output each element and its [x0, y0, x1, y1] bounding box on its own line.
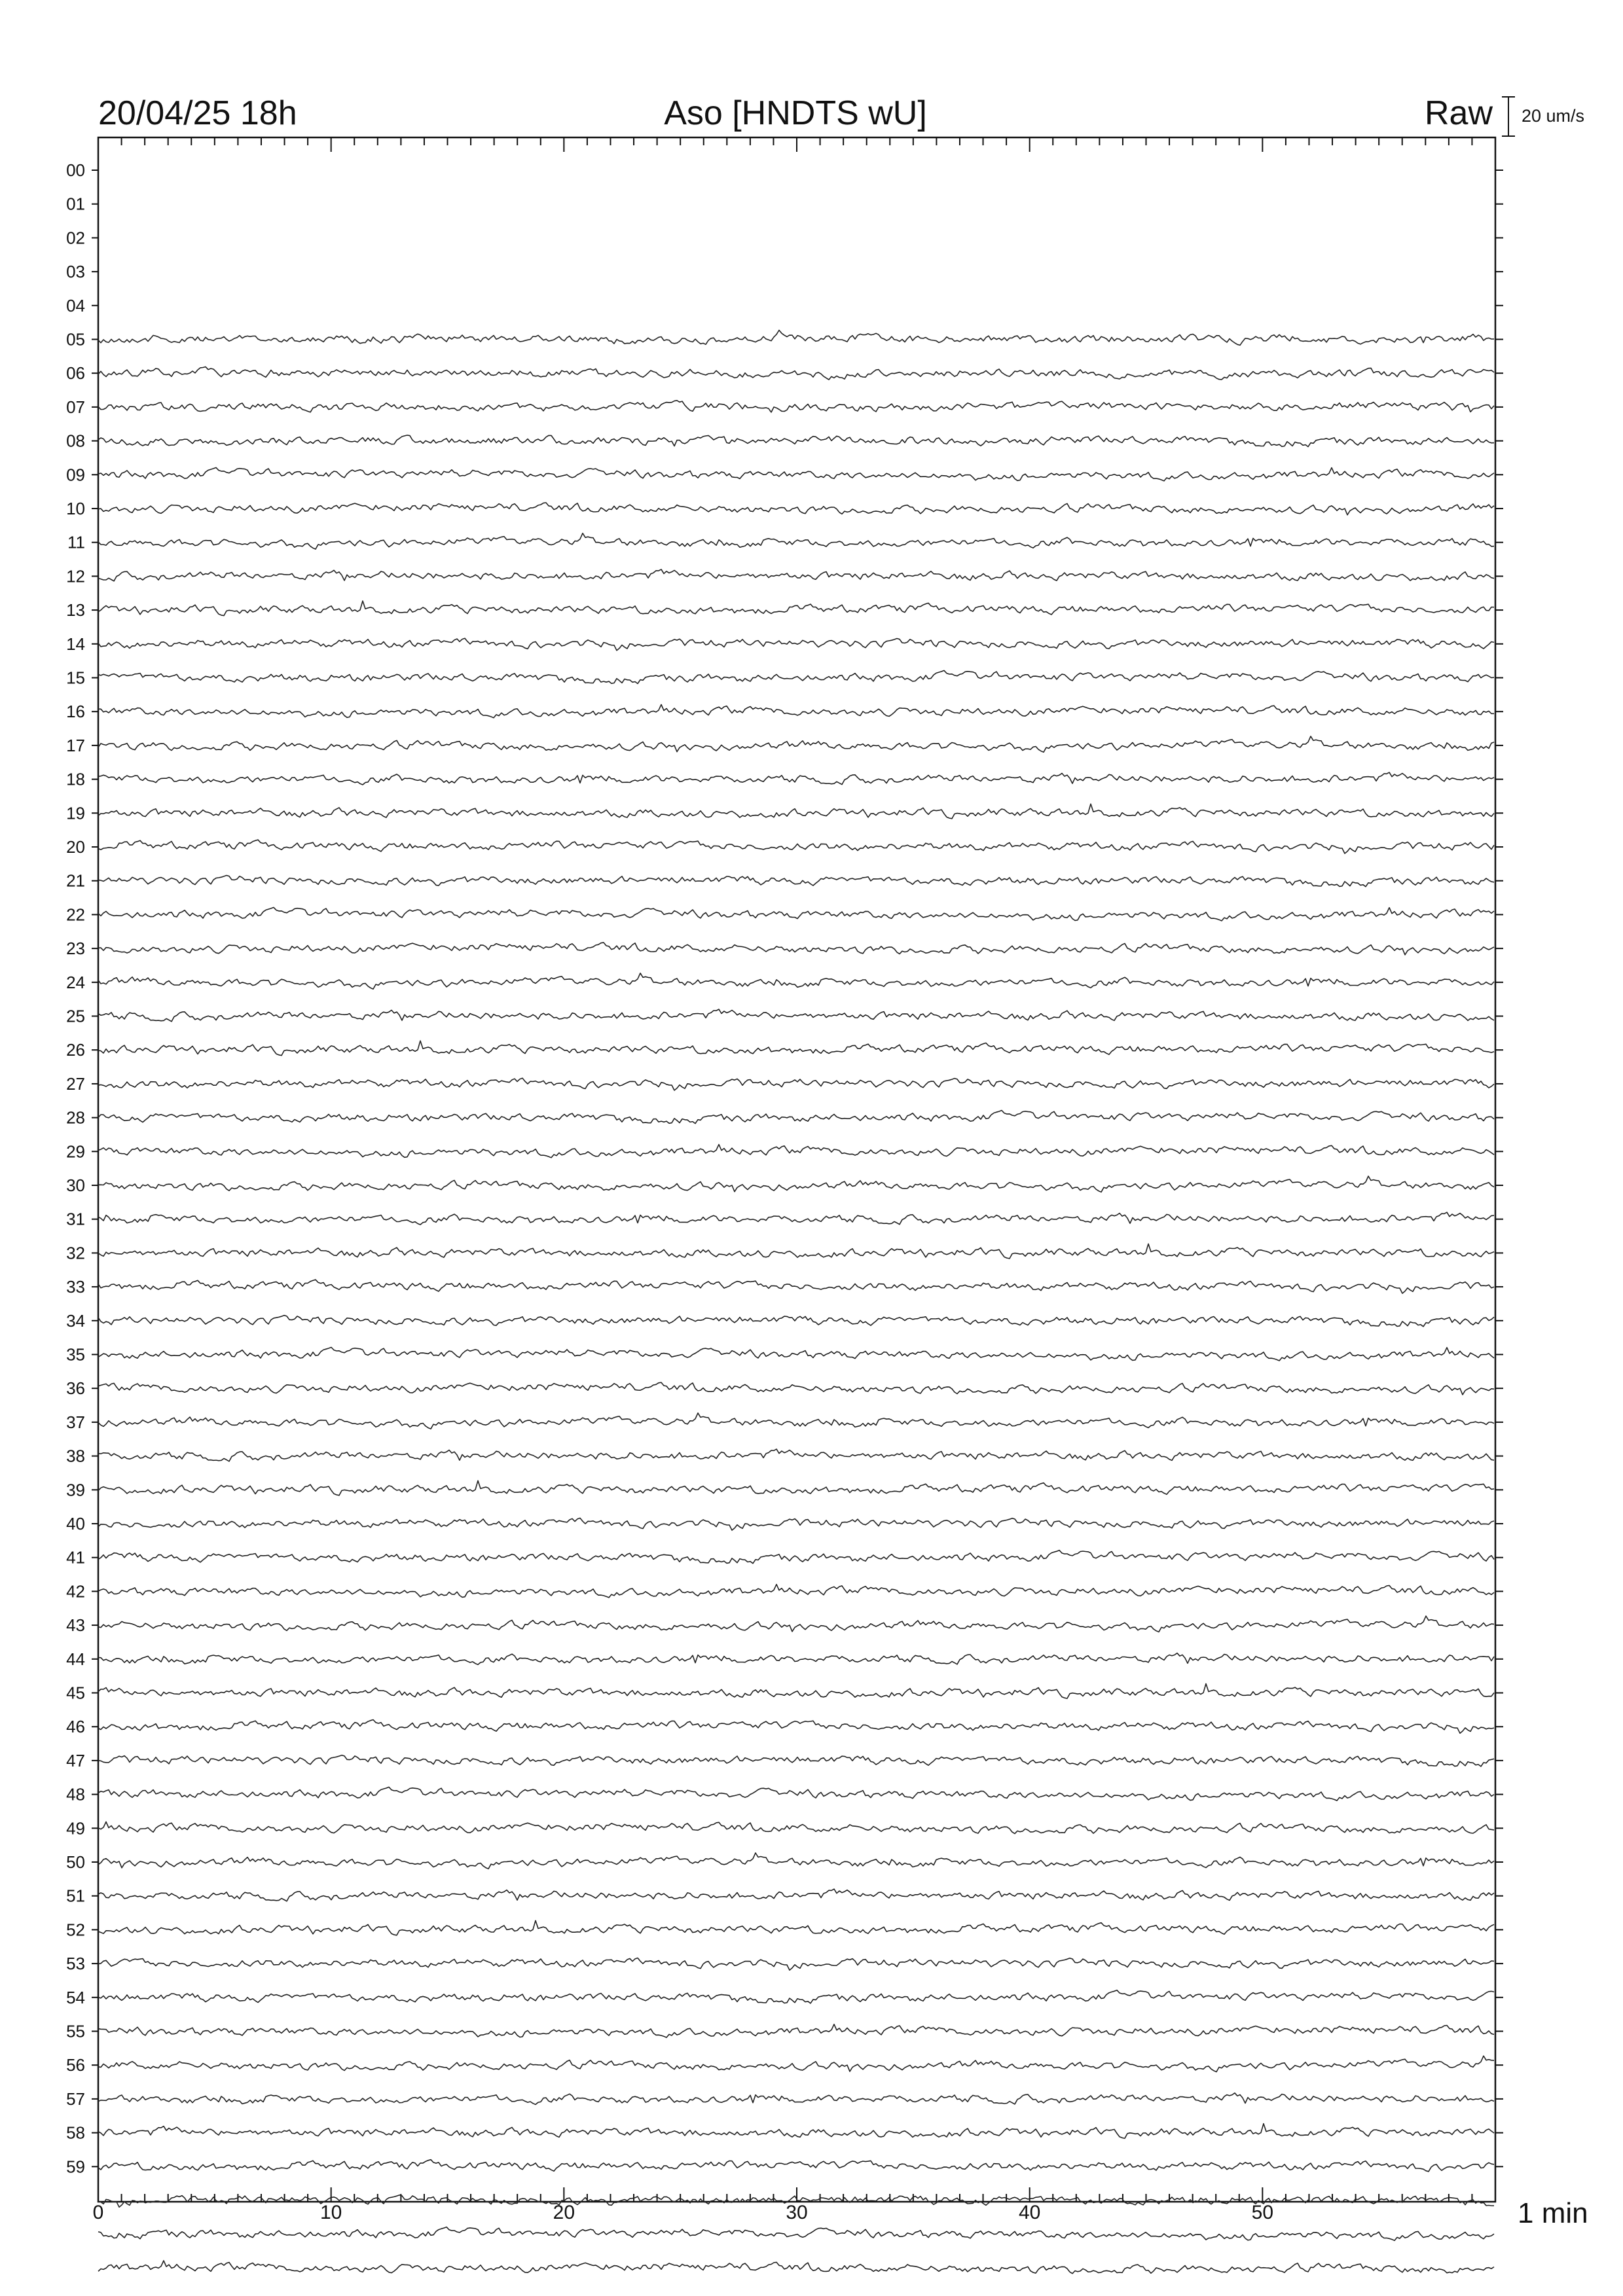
- seismic-trace: [98, 1449, 1494, 1462]
- row-label: 43: [66, 1615, 85, 1636]
- row-label: 44: [66, 1649, 85, 1669]
- row-label: 27: [66, 1073, 85, 1094]
- row-label: 08: [66, 431, 85, 451]
- row-label: 48: [66, 1784, 85, 1804]
- seismic-trace: [98, 435, 1494, 447]
- seismic-trace: [98, 942, 1494, 955]
- seismic-trace: [98, 1480, 1494, 1495]
- seismic-trace: [98, 2056, 1494, 2072]
- scale-bar: [1502, 97, 1584, 136]
- row-label: 39: [66, 1480, 85, 1500]
- seismic-trace: [98, 503, 1494, 515]
- seismic-trace: [98, 638, 1494, 651]
- scale-bar-label: 20 um/s: [1522, 106, 1585, 126]
- row-label: 38: [66, 1446, 85, 1466]
- seismic-trace: [98, 1244, 1494, 1259]
- row-label: 53: [66, 1954, 85, 1974]
- row-label: 14: [66, 634, 85, 654]
- row-label: 11: [67, 532, 85, 552]
- seismic-trace: [98, 1280, 1494, 1293]
- x-tick-label: 50: [1251, 2202, 1274, 2223]
- row-label: 25: [66, 1006, 85, 1026]
- row-label: 05: [66, 329, 85, 350]
- row-label: 13: [66, 600, 85, 620]
- seismic-trace: [98, 804, 1494, 819]
- seismic-trace: [98, 1787, 1494, 1801]
- mode-label: Raw: [1424, 94, 1493, 132]
- x-tick-label: 10: [319, 2202, 342, 2223]
- seismic-trace: [98, 1041, 1494, 1055]
- seismic-trace: [98, 670, 1494, 683]
- row-label: 49: [66, 1818, 85, 1839]
- seismic-trace: [98, 1413, 1494, 1429]
- row-label: 17: [66, 735, 85, 755]
- row-label: 19: [66, 803, 85, 823]
- seismic-trace: [98, 1009, 1494, 1022]
- row-label: 07: [66, 397, 85, 417]
- row-label: 21: [66, 870, 85, 891]
- row-label: 09: [66, 465, 85, 485]
- seismic-trace: [98, 601, 1494, 616]
- seismic-trace: [98, 367, 1494, 380]
- row-label: 36: [66, 1378, 85, 1399]
- seismic-trace: [98, 1853, 1494, 1869]
- row-labels: [66, 160, 85, 2176]
- row-label: 12: [66, 566, 85, 586]
- seismic-trace: [98, 1316, 1494, 1327]
- seismic-trace: [98, 1348, 1494, 1361]
- seismic-trace: [98, 1822, 1494, 1834]
- seismic-trace: [98, 2227, 1494, 2241]
- row-label: 56: [66, 2055, 85, 2075]
- row-label: 29: [66, 1141, 85, 1162]
- row-label: 00: [66, 160, 85, 180]
- row-label: 42: [66, 1581, 85, 1602]
- seismic-trace: [98, 2160, 1494, 2172]
- row-label: 20: [66, 837, 85, 857]
- seismic-trace: [98, 705, 1494, 718]
- row-label: 47: [66, 1750, 85, 1770]
- row-label: 52: [66, 1920, 85, 1940]
- row-label: 04: [66, 295, 85, 315]
- row-label: 55: [66, 2021, 85, 2041]
- row-label: 57: [66, 2089, 85, 2109]
- row-label: 06: [66, 363, 85, 384]
- row-label: 32: [66, 1243, 85, 1263]
- seismic-trace: [98, 2024, 1494, 2037]
- seismic-trace: [98, 907, 1494, 921]
- x-axis-unit-label: 1 min: [1518, 2197, 1588, 2229]
- x-tick-label: 40: [1018, 2202, 1041, 2223]
- seismic-trace: [98, 1176, 1494, 1192]
- seismic-trace: [98, 1889, 1494, 1901]
- row-label: 01: [66, 194, 85, 214]
- seismic-trace: [98, 2124, 1494, 2139]
- seismic-trace: [98, 1518, 1494, 1530]
- seismic-trace: [98, 1551, 1494, 1564]
- chart-title: Aso [HNDTS wU]: [664, 94, 927, 132]
- seismic-trace: [98, 876, 1494, 887]
- seismic-trace: [98, 1720, 1494, 1734]
- axis-ticks: [92, 137, 1503, 2202]
- row-label: 23: [66, 939, 85, 959]
- row-label: 50: [66, 1852, 85, 1872]
- seismic-trace: [98, 1382, 1494, 1395]
- row-label: 46: [66, 1717, 85, 1737]
- row-label: 35: [66, 1344, 85, 1365]
- seismic-trace: [98, 331, 1494, 346]
- row-label: 31: [66, 1209, 85, 1229]
- seismic-trace: [98, 1684, 1494, 1699]
- row-label: 15: [66, 668, 85, 688]
- x-tick-labels: [93, 2202, 1273, 2223]
- seismic-trace: [98, 1958, 1494, 1971]
- seismic-trace: [98, 1111, 1494, 1124]
- seismic-trace: [98, 2093, 1494, 2105]
- row-label: 54: [66, 1987, 85, 2007]
- row-label: 33: [66, 1277, 85, 1297]
- seismic-trace: [98, 569, 1494, 581]
- seismic-trace: [98, 401, 1494, 412]
- seismic-trace: [98, 1616, 1494, 1632]
- row-label: 41: [66, 1547, 85, 1568]
- row-label: 28: [66, 1107, 85, 1128]
- row-label: 30: [66, 1175, 85, 1195]
- seismic-traces: [98, 331, 1494, 2274]
- seismic-trace: [98, 973, 1494, 989]
- datetime-label: 20/04/25 18h: [98, 94, 297, 132]
- row-label: 51: [66, 1886, 85, 1906]
- x-tick-label: 30: [786, 2202, 808, 2223]
- row-label: 18: [66, 769, 85, 789]
- x-tick-label: 0: [92, 2202, 104, 2223]
- row-label: 34: [66, 1310, 85, 1331]
- row-label: 59: [66, 2157, 85, 2177]
- seismic-trace: [98, 1920, 1494, 1935]
- seismic-trace: [98, 1990, 1494, 2003]
- seismic-trace: [98, 1585, 1494, 1598]
- row-label: 16: [66, 702, 85, 722]
- row-label: 45: [66, 1683, 85, 1703]
- seismic-trace: [98, 1145, 1494, 1158]
- seismic-trace: [98, 2261, 1494, 2274]
- seismic-trace: [98, 840, 1494, 853]
- seismic-trace: [98, 772, 1494, 785]
- row-label: 22: [66, 905, 85, 925]
- seismic-trace: [98, 736, 1494, 752]
- seismic-trace: [98, 467, 1494, 480]
- row-label: 37: [66, 1412, 85, 1432]
- row-label: 24: [66, 972, 85, 992]
- row-label: 26: [66, 1040, 85, 1060]
- seismic-trace: [98, 533, 1494, 549]
- seismic-trace: [98, 1653, 1494, 1665]
- row-label: 03: [66, 262, 85, 282]
- seismic-trace: [98, 1755, 1494, 1767]
- seismic-trace: [98, 1212, 1494, 1225]
- seismic-trace: [98, 1078, 1494, 1090]
- row-label: 40: [66, 1514, 85, 1534]
- x-tick-label: 20: [553, 2202, 575, 2223]
- row-label: 02: [66, 228, 85, 248]
- row-label: 10: [66, 499, 85, 518]
- row-label: 58: [66, 2123, 85, 2143]
